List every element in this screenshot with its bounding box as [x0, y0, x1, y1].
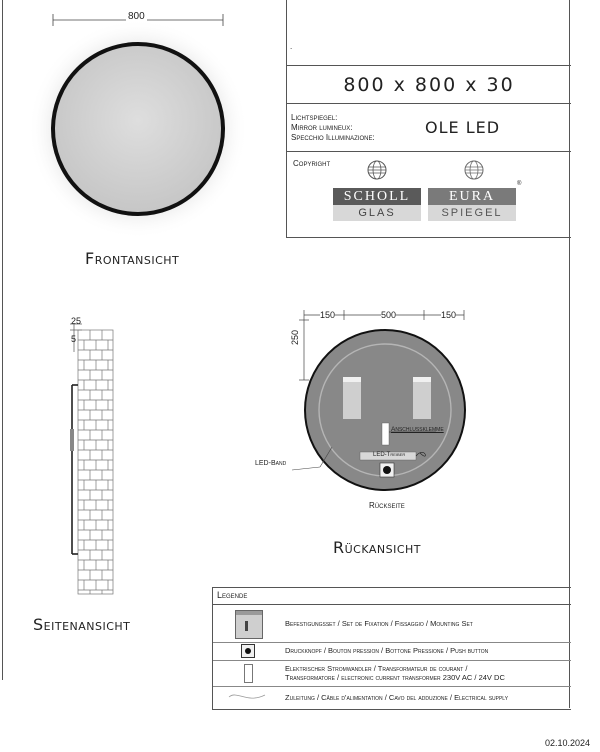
- back-dim-vertical-label: 250: [290, 329, 300, 345]
- mirror-label-3: Specchio Illuminazione:: [291, 133, 375, 142]
- back-terminal-block: [382, 423, 389, 445]
- frame-left-line: [2, 0, 3, 680]
- front-view-drawing: [20, 0, 260, 245]
- transformer-icon: [244, 664, 253, 683]
- back-rear-label: Rückseite: [369, 501, 405, 510]
- legend-row: [213, 660, 571, 687]
- back-bracket-left: [343, 377, 361, 419]
- copyright-cell: [287, 152, 571, 237]
- legend-row: [213, 605, 571, 643]
- legend-row: [213, 642, 571, 661]
- back-driver-label: LED-Treiber: [373, 452, 406, 458]
- back-led-band-pointer: [292, 467, 320, 470]
- legend-table: [212, 587, 571, 710]
- eura-globe-icon: [464, 160, 484, 180]
- legend-row-text: Druckknopf / Bouton pression / Bottone Pressione / Push button: [285, 646, 489, 655]
- title-block: [286, 0, 571, 238]
- back-dim-middle-label: 500: [381, 310, 397, 320]
- scholl-logo-bottom: GLAS: [333, 205, 421, 221]
- side-view-drawing: [60, 312, 130, 597]
- back-terminal-label: Anschlussklemme: [391, 426, 444, 433]
- mirror-label-2: Mirror lumineux:: [291, 123, 353, 132]
- front-width-label: 800: [128, 11, 145, 22]
- back-led-band-label: LED-Band: [255, 460, 287, 467]
- scholl-logo-top: SCHOLL: [333, 188, 421, 205]
- legend-row-text-line1: Elektrischer Stromwandler / Transformateur de courant /: [285, 664, 468, 673]
- cable-icon: [227, 690, 267, 704]
- side-dim-top-label: 25: [71, 316, 82, 326]
- back-view-drawing: [240, 305, 480, 520]
- mounting-set-icon: [235, 610, 263, 639]
- side-view-caption: Seitenansicht: [33, 615, 131, 634]
- legend-row-text-line2: Transformatore / electronic current transformer 230V AC / 24V DC: [285, 673, 505, 682]
- side-bracket: [70, 429, 74, 451]
- push-button-icon: [241, 644, 255, 658]
- back-view-caption: Rückansicht: [333, 538, 422, 557]
- product-name: OLE LED: [425, 118, 501, 137]
- legend-row-text: Befestigungsset / Set de Fixation / Fissaggio / Mounting Set: [285, 619, 473, 628]
- front-mirror-circle: [53, 44, 223, 214]
- title-top-cell: [287, 0, 571, 66]
- side-dim-second-label: 5: [71, 334, 77, 344]
- mirror-label-1: Lichtspiegel:: [291, 113, 338, 122]
- back-dim-left-label: 150: [320, 310, 336, 320]
- eura-registered-mark: ®: [517, 181, 522, 187]
- eura-logo-bottom: SPIEGEL: [428, 205, 516, 221]
- back-bracket-right: [413, 377, 431, 419]
- scholl-globe-icon: [367, 160, 387, 180]
- legend-row-text: Zuleitung / Câble d'alimentation / Cavo del adduzione / Electrical supply: [285, 693, 509, 702]
- document-date: 02.10.2024: [545, 738, 591, 748]
- copyright-label: Copyright: [293, 159, 331, 168]
- title-dot: .: [290, 42, 293, 51]
- back-dim-right-label: 150: [441, 310, 457, 320]
- legend-row: [213, 686, 571, 708]
- legend-title: Legende: [217, 590, 248, 600]
- product-cell: [287, 104, 571, 152]
- dimensions-text: 800 x 800 x 30: [343, 74, 515, 96]
- front-view-caption: Frontansicht: [85, 249, 180, 268]
- eura-logo-top: EURA: [428, 188, 516, 205]
- dimensions-cell: [287, 66, 571, 104]
